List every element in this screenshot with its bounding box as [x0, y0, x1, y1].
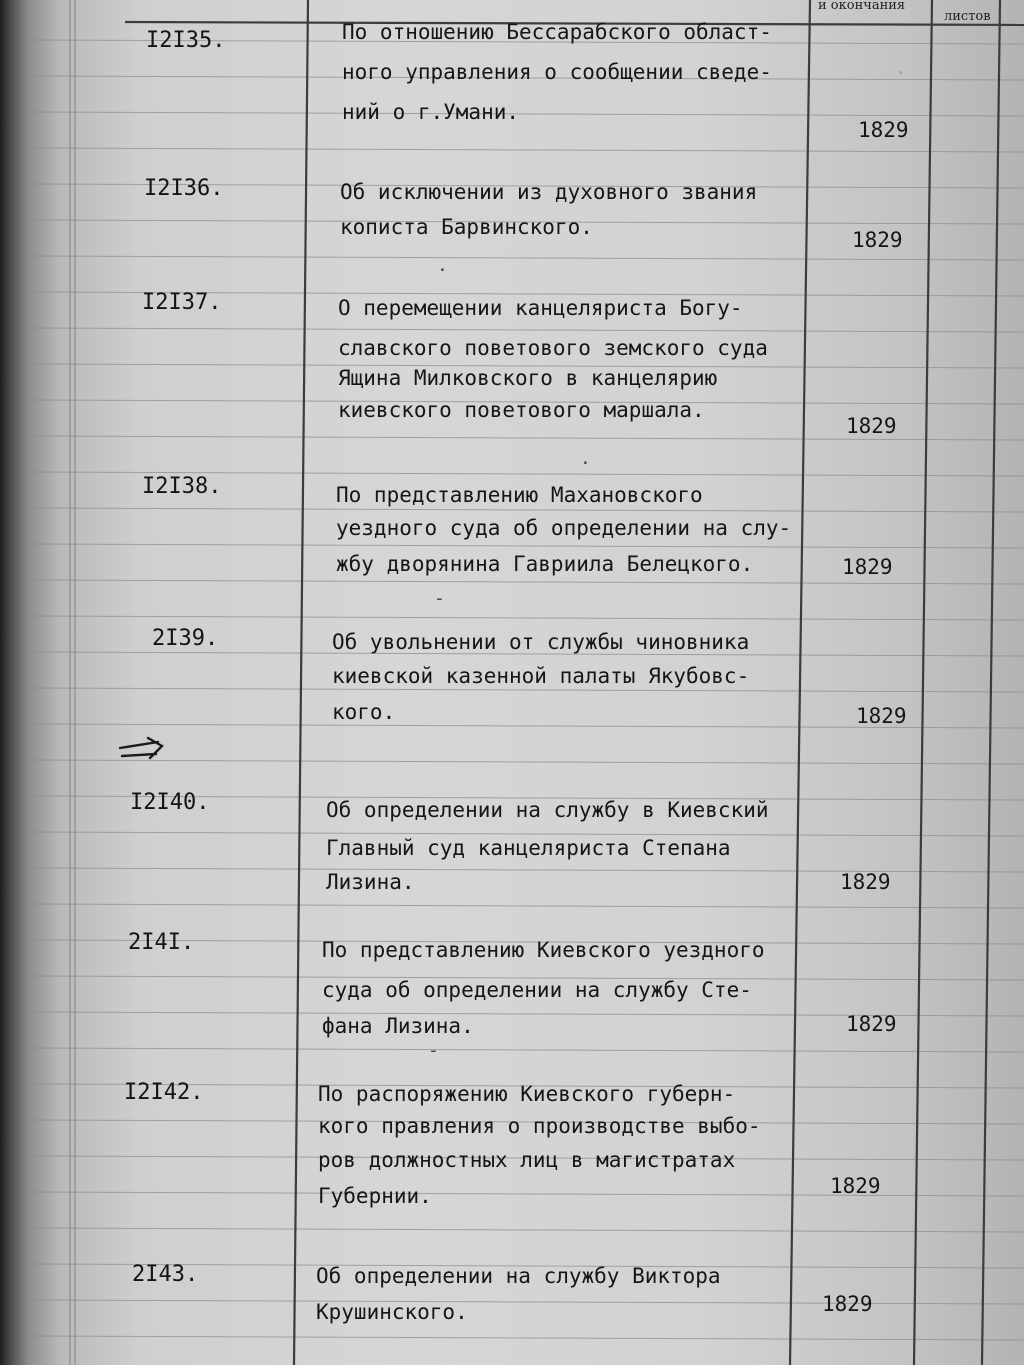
entry-text-line: кописта Барвинского. — [340, 215, 593, 239]
entry-text-line: ров должностных лиц в магистратах — [318, 1148, 736, 1172]
header-sheets-label: листов — [944, 9, 991, 24]
separator-dash: . — [437, 255, 448, 276]
entry-text-line: суда об определении на службу Сте- — [322, 978, 752, 1002]
ledger-rule — [30, 760, 1024, 764]
ledger-rule — [30, 580, 1024, 584]
handwritten-arrow-icon — [118, 736, 172, 766]
entry-text-line: Ящина Милковского в канцелярию — [338, 366, 718, 390]
entry-text-line: кого правления о производстве выбо- — [318, 1114, 761, 1138]
entry-text-line: ний о г.Умани. — [342, 100, 520, 124]
ledger-rule — [30, 616, 1024, 620]
separator-dash: . — [580, 448, 591, 469]
entry-text-line: киевского поветового маршала. — [338, 398, 705, 422]
entry-year: 1829 — [846, 1012, 897, 1036]
entry-text-line: Крушинского. — [316, 1300, 468, 1324]
entry-number: I2I40. — [130, 790, 210, 815]
entry-year: 1829 — [842, 555, 893, 579]
entry-text-line: киевской казенной палаты Якубовс- — [332, 664, 750, 688]
entry-number: 2I39. — [152, 626, 219, 651]
ledger-rule — [30, 1228, 1024, 1232]
entry-year: 1829 — [830, 1174, 881, 1198]
entry-text-line: По представлению Киевского уездного — [322, 938, 765, 962]
header-dates-label: и окончания — [818, 0, 906, 13]
entry-text-line: кого. — [332, 700, 396, 724]
ledger-rule — [30, 1048, 1024, 1052]
entry-text-line: По распоряжению Киевского губерн- — [318, 1082, 736, 1106]
entry-year: 1829 — [852, 228, 903, 252]
entry-text-line: ного управления о сообщении сведе- — [342, 60, 772, 84]
entry-number: I2I42. — [124, 1080, 204, 1105]
ledger-rule — [30, 256, 1024, 260]
entry-text-line: Об определении на службу Виктора — [316, 1264, 721, 1288]
entry-text-line: Об увольнении от службы чиновника — [332, 630, 750, 654]
ledger-rule — [30, 688, 1024, 692]
entry-text-line: О перемещении канцеляриста Богу- — [338, 296, 743, 320]
entry-text-line: По отношению Бессарабского област- — [342, 20, 772, 44]
archive-page: · и окончания листов I2I35. По отношению Бессарабского област- ного управления о сообщении сведе- ний о г.Умани. 1829 I2I36. Об исключении из духовного звания кописта Барвинского. 1829 . I2I37. О перемещении канцеляриста Богу- славского поветового земского суда Ящина Милковского в канцелярию киевского поветового маршала. 1829 . I2I38. По представлению Махановского уездного суда об определении на слу- жбу дворянина Гавриила Белецкого. 1829 - 2I39. Об увольнении от службы чиновника киевской казенной палаты Якубовс- кого. 1829 I2I40. Об определении на службу в Киевский Главный суд канцеляриста Степана Лизина. 1829 2I4I. По представлению Киевского уездного суда об определении на службу Сте- фана Лизина. 1829 - I2I42. По распоряжению Киевского губерн- кого правления о производстве выбо- ров должностных лиц в магистратах Губернии. 1829 2I43. Об определении на службу Виктора Крушинского. 1829 — [0, 0, 1024, 1365]
ledger-rule — [30, 1336, 1024, 1340]
entry-text-line: По представлению Махановского — [336, 483, 703, 507]
entry-year: 1829 — [846, 414, 897, 438]
entry-number: I2I38. — [142, 474, 222, 499]
entry-text-line: Лизина. — [326, 870, 415, 894]
entry-text-line: жбу дворянина Гавриила Белецкого. — [336, 552, 754, 576]
entry-year: 1829 — [858, 118, 909, 142]
ledger-rule — [30, 112, 1024, 116]
entry-year: 1829 — [840, 870, 891, 894]
entry-year: 1829 — [822, 1292, 873, 1316]
entry-text-line: Губернии. — [318, 1184, 432, 1208]
entry-number: I2I36. — [144, 176, 224, 201]
entry-text-line: Об определении на службу в Киевский — [326, 798, 769, 822]
entry-number: I2I37. — [142, 290, 222, 315]
entry-text-line: уездного суда об определении на слу- — [336, 516, 792, 540]
entry-text-line: Об исключении из духовного звания — [340, 180, 758, 204]
ledger-rule — [30, 148, 1024, 152]
entry-text-line: славского поветового земского суда — [338, 336, 768, 360]
ledger-rule — [30, 508, 1024, 512]
entry-number: I2I35. — [146, 28, 226, 53]
ledger-rule — [30, 328, 1024, 332]
ledger-rule — [30, 1300, 1024, 1304]
separator-dash: - — [428, 1040, 439, 1061]
separator-dash: - — [434, 588, 445, 609]
entry-number: 2I43. — [132, 1262, 199, 1287]
entry-year: 1829 — [856, 704, 907, 728]
ledger-rule — [30, 904, 1024, 908]
entry-text-line: Главный суд канцеляриста Степана — [326, 836, 731, 860]
ledger-rule — [30, 544, 1024, 548]
entry-text-line: фана Лизина. — [322, 1014, 474, 1038]
entry-number: 2I4I. — [128, 930, 195, 955]
